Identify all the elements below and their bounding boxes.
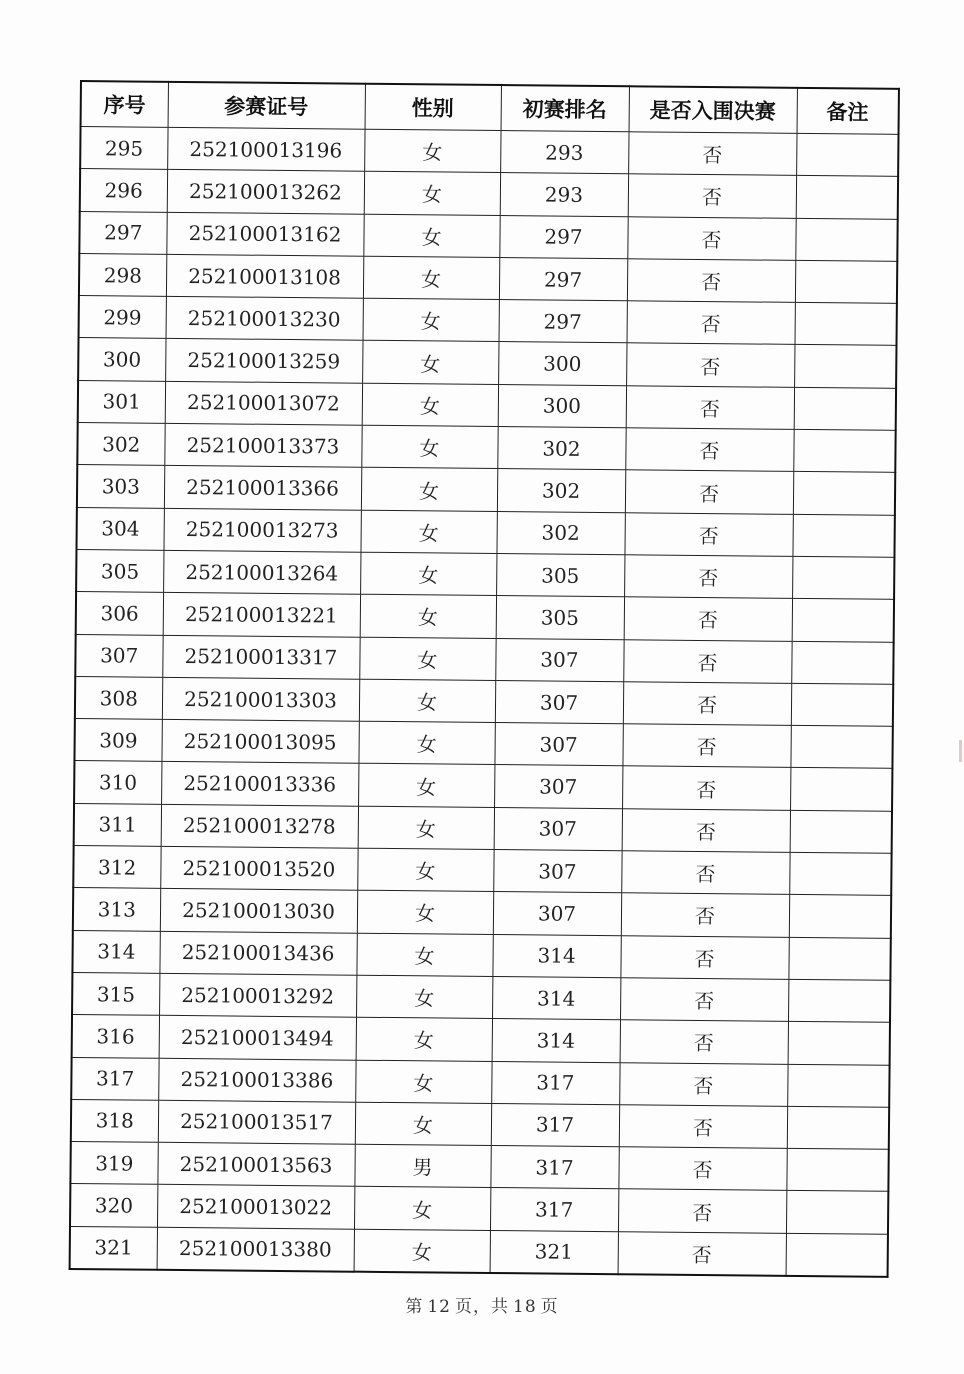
cell-seq: 302 <box>77 423 164 466</box>
scan-mark <box>959 740 962 762</box>
cell-final: 否 <box>618 1147 786 1191</box>
cell-gender: 女 <box>361 468 497 512</box>
cell-note <box>790 726 892 769</box>
cell-note <box>788 979 890 1022</box>
cell-id: 252100013278 <box>161 804 358 848</box>
cell-seq: 297 <box>79 211 166 254</box>
cell-rank: 307 <box>493 892 621 936</box>
cell-seq: 317 <box>71 1057 158 1100</box>
table-body <box>70 127 899 1277</box>
cell-id: 252100013230 <box>166 297 363 341</box>
cell-note <box>790 768 892 811</box>
cell-final: 否 <box>621 851 789 895</box>
cell-id: 252100013262 <box>167 170 364 214</box>
cell-rank: 305 <box>496 553 624 597</box>
cell-id: 252100013303 <box>162 677 359 721</box>
cell-note <box>794 345 896 388</box>
table-row <box>70 1226 888 1277</box>
cell-final: 否 <box>624 512 792 556</box>
cell-seq: 306 <box>76 592 163 635</box>
cell-final: 否 <box>620 1020 788 1064</box>
header-note: 备注 <box>797 88 899 134</box>
results-table-container <box>69 80 898 1278</box>
cell-note <box>791 683 893 726</box>
cell-note <box>796 176 898 219</box>
cell-final: 否 <box>620 935 788 979</box>
cell-id: 252100013373 <box>164 423 361 467</box>
cell-seq: 313 <box>73 888 160 931</box>
cell-final: 否 <box>619 1062 787 1106</box>
cell-id: 252100013221 <box>163 593 360 637</box>
cell-seq: 295 <box>80 127 167 170</box>
cell-note <box>787 1106 889 1149</box>
cell-final: 否 <box>623 639 791 683</box>
cell-gender: 女 <box>356 975 492 1019</box>
cell-id: 252100013022 <box>157 1185 354 1229</box>
cell-final: 否 <box>624 597 792 641</box>
cell-rank: 297 <box>499 257 627 301</box>
cell-id: 252100013494 <box>159 1016 356 1060</box>
cell-note <box>795 218 897 261</box>
cell-id: 252100013072 <box>165 381 362 425</box>
cell-gender: 女 <box>354 1187 490 1231</box>
cell-gender: 女 <box>360 510 496 554</box>
cell-note <box>796 133 898 176</box>
cell-seq: 314 <box>72 930 159 973</box>
cell-seq: 299 <box>79 296 166 339</box>
cell-final: 否 <box>624 555 792 599</box>
cell-seq: 298 <box>79 253 166 296</box>
cell-seq: 301 <box>78 380 165 423</box>
cell-final: 否 <box>622 766 790 810</box>
cell-final: 否 <box>619 1105 787 1149</box>
cell-gender: 女 <box>358 764 494 808</box>
cell-final: 否 <box>627 216 795 260</box>
cell-gender: 女 <box>362 341 498 385</box>
cell-gender: 女 <box>359 637 495 681</box>
cell-seq: 321 <box>70 1226 157 1270</box>
footer-page-number: 12 <box>427 1297 451 1317</box>
header-id: 参赛证号 <box>168 82 365 129</box>
cell-gender: 女 <box>356 933 492 977</box>
cell-rank: 305 <box>496 596 624 640</box>
cell-note <box>788 1022 890 1065</box>
header-gender: 性别 <box>365 84 501 131</box>
cell-gender: 女 <box>359 679 495 723</box>
cell-rank: 300 <box>498 342 626 386</box>
cell-rank: 314 <box>492 976 620 1020</box>
cell-final: 否 <box>628 174 796 218</box>
cell-seq: 316 <box>72 1015 159 1058</box>
cell-note <box>791 641 893 684</box>
cell-id: 252100013162 <box>166 212 363 256</box>
cell-id: 252100013108 <box>166 254 363 298</box>
cell-rank: 302 <box>496 511 624 555</box>
cell-rank: 302 <box>497 469 625 513</box>
cell-gender: 女 <box>355 1102 491 1146</box>
cell-id: 252100013264 <box>163 550 360 594</box>
cell-id: 252100013317 <box>162 635 359 679</box>
cell-rank: 317 <box>490 1146 618 1190</box>
cell-gender: 女 <box>362 383 498 427</box>
header-row <box>81 81 899 134</box>
cell-final: 否 <box>618 1231 786 1275</box>
cell-seq: 310 <box>74 761 161 804</box>
cell-id: 252100013196 <box>167 127 364 171</box>
cell-id: 252100013095 <box>161 719 358 763</box>
cell-final: 否 <box>628 132 796 176</box>
results-table <box>69 80 900 1278</box>
cell-gender: 女 <box>356 1017 492 1061</box>
cell-note <box>793 429 895 472</box>
cell-rank: 307 <box>494 765 622 809</box>
cell-rank: 307 <box>494 723 622 767</box>
cell-gender: 女 <box>357 848 493 892</box>
cell-note <box>788 937 890 980</box>
cell-rank: 314 <box>492 934 620 978</box>
cell-seq: 300 <box>78 338 165 381</box>
cell-id: 252100013563 <box>157 1142 354 1186</box>
cell-gender: 女 <box>363 298 499 342</box>
cell-final: 否 <box>627 259 795 303</box>
cell-seq: 296 <box>80 169 167 212</box>
cell-rank: 317 <box>490 1188 618 1232</box>
cell-id: 252100013336 <box>161 762 358 806</box>
cell-id: 252100013386 <box>158 1058 355 1102</box>
cell-id: 252100013380 <box>157 1227 354 1272</box>
cell-id: 252100013436 <box>159 931 356 975</box>
cell-gender: 女 <box>354 1229 490 1273</box>
cell-final: 否 <box>621 893 789 937</box>
cell-note <box>790 810 892 853</box>
cell-note <box>795 260 897 303</box>
footer-total-pages: 18 <box>513 1297 537 1317</box>
cell-gender: 女 <box>358 806 494 850</box>
cell-final: 否 <box>622 808 790 852</box>
cell-seq: 319 <box>70 1142 157 1185</box>
cell-seq: 309 <box>74 719 161 762</box>
cell-seq: 312 <box>73 846 160 889</box>
cell-gender: 女 <box>357 891 493 935</box>
cell-rank: 307 <box>494 807 622 851</box>
cell-seq: 304 <box>76 507 163 550</box>
cell-final: 否 <box>623 682 791 726</box>
cell-id: 252100013366 <box>164 466 361 510</box>
header-seq: 序号 <box>81 81 168 127</box>
cell-rank: 307 <box>495 680 623 724</box>
cell-rank: 317 <box>491 1061 619 1105</box>
cell-note <box>786 1148 888 1191</box>
cell-rank: 302 <box>497 427 625 471</box>
cell-rank: 307 <box>495 638 623 682</box>
cell-gender: 男 <box>354 1144 490 1188</box>
cell-final: 否 <box>626 386 794 430</box>
cell-id: 252100013273 <box>163 508 360 552</box>
cell-gender: 女 <box>360 552 496 596</box>
cell-seq: 308 <box>75 676 162 719</box>
cell-note <box>789 852 891 895</box>
cell-rank: 314 <box>492 1019 620 1063</box>
cell-note <box>792 599 894 642</box>
cell-gender: 女 <box>363 256 499 300</box>
cell-note <box>786 1191 888 1234</box>
cell-gender: 女 <box>361 425 497 469</box>
cell-seq: 307 <box>75 634 162 677</box>
cell-id: 252100013520 <box>160 846 357 890</box>
footer-total-unit: 页 <box>540 1297 559 1317</box>
footer-page-unit: 页，共 <box>455 1297 509 1317</box>
header-rank: 初赛排名 <box>501 85 629 132</box>
cell-note <box>792 514 894 557</box>
cell-gender: 女 <box>355 1060 491 1104</box>
cell-note <box>792 556 894 599</box>
cell-id: 252100013292 <box>159 973 356 1017</box>
cell-rank: 307 <box>493 850 621 894</box>
cell-note <box>794 387 896 430</box>
cell-rank: 293 <box>500 131 628 175</box>
cell-rank: 297 <box>499 215 627 259</box>
cell-seq: 305 <box>76 549 163 592</box>
cell-seq: 315 <box>72 972 159 1015</box>
cell-note <box>789 895 891 938</box>
page-footer <box>0 1292 964 1317</box>
cell-final: 否 <box>622 724 790 768</box>
cell-final: 否 <box>626 343 794 387</box>
cell-gender: 女 <box>364 129 500 173</box>
cell-rank: 297 <box>499 300 627 344</box>
cell-id: 252100013259 <box>165 339 362 383</box>
footer-prefix: 第 <box>405 1297 424 1317</box>
cell-rank: 317 <box>491 1103 619 1147</box>
cell-final: 否 <box>626 301 794 345</box>
header-final: 是否入围决赛 <box>629 86 797 133</box>
cell-final: 否 <box>620 978 788 1022</box>
cell-final: 否 <box>625 470 793 514</box>
cell-gender: 女 <box>358 721 494 765</box>
cell-gender: 女 <box>363 214 499 258</box>
cell-id: 252100013030 <box>160 889 357 933</box>
cell-final: 否 <box>618 1189 786 1233</box>
cell-rank: 321 <box>490 1230 618 1274</box>
cell-id: 252100013517 <box>158 1100 355 1144</box>
cell-seq: 318 <box>71 1099 158 1142</box>
cell-note <box>787 1064 889 1107</box>
cell-seq: 303 <box>77 465 164 508</box>
cell-rank: 300 <box>498 384 626 428</box>
cell-rank: 293 <box>500 173 628 217</box>
cell-gender: 女 <box>364 172 500 216</box>
cell-seq: 320 <box>70 1184 157 1227</box>
cell-seq: 311 <box>74 803 161 846</box>
cell-final: 否 <box>625 428 793 472</box>
cell-note <box>786 1233 888 1277</box>
table-header <box>81 81 899 134</box>
cell-note <box>793 472 895 515</box>
cell-gender: 女 <box>360 594 496 638</box>
cell-note <box>794 303 896 346</box>
